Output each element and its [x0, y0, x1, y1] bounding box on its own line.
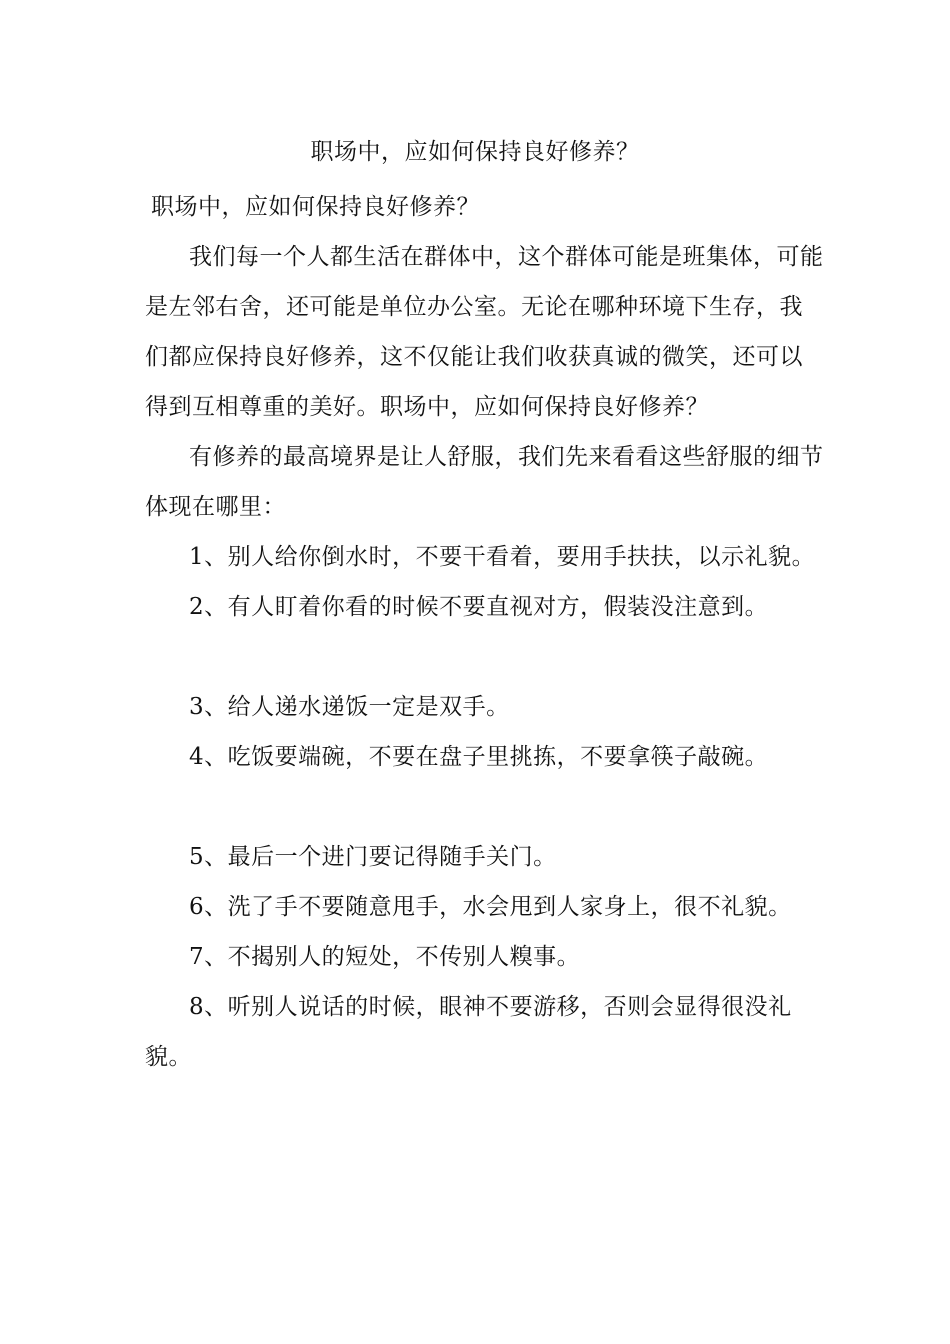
list-item: 8、听别人说话的时候，眼神不要游移，否则会显得很没礼貌。	[145, 994, 792, 1070]
list-item: 5、最后一个进门要记得随手关门。	[189, 844, 557, 870]
list-item: 6、洗了手不要随意甩手，水会甩到人家身上，很不礼貌。	[189, 894, 792, 920]
list-item: 7、不揭别人的短处，不传别人糗事。	[189, 944, 581, 970]
document-body	[145, 182, 825, 1082]
paragraph-intro: 我们每一个人都生活在群体中，这个群体可能是班集体，可能是左邻右舍，还可能是单位办公室。无论在哪种环境下生存，我们都应保持良好修养，这不仅能让我们收获真诚的微笑，还可以得到互相尊重的美好。职场中，应如何保持良好修养？	[145, 244, 824, 420]
list-item: 2、有人盯着你看的时候不要直视对方，假装没注意到。	[189, 594, 769, 620]
paragraph-lead-in: 有修养的最高境界是让人舒服，我们先来看看这些舒服的细节体现在哪里：	[145, 444, 824, 520]
list-item: 1、别人给你倒水时，不要干看着，要用手扶扶，以示礼貌。	[189, 544, 816, 570]
document-title: 职场中，应如何保持良好修养？	[310, 139, 640, 165]
list-item: 4、吃饭要端碗，不要在盘子里挑拣，不要拿筷子敲碗。	[189, 744, 769, 770]
list-item: 3、给人递水递饭一定是双手。	[189, 694, 510, 720]
document-subtitle: 职场中，应如何保持良好修养？	[151, 194, 480, 220]
